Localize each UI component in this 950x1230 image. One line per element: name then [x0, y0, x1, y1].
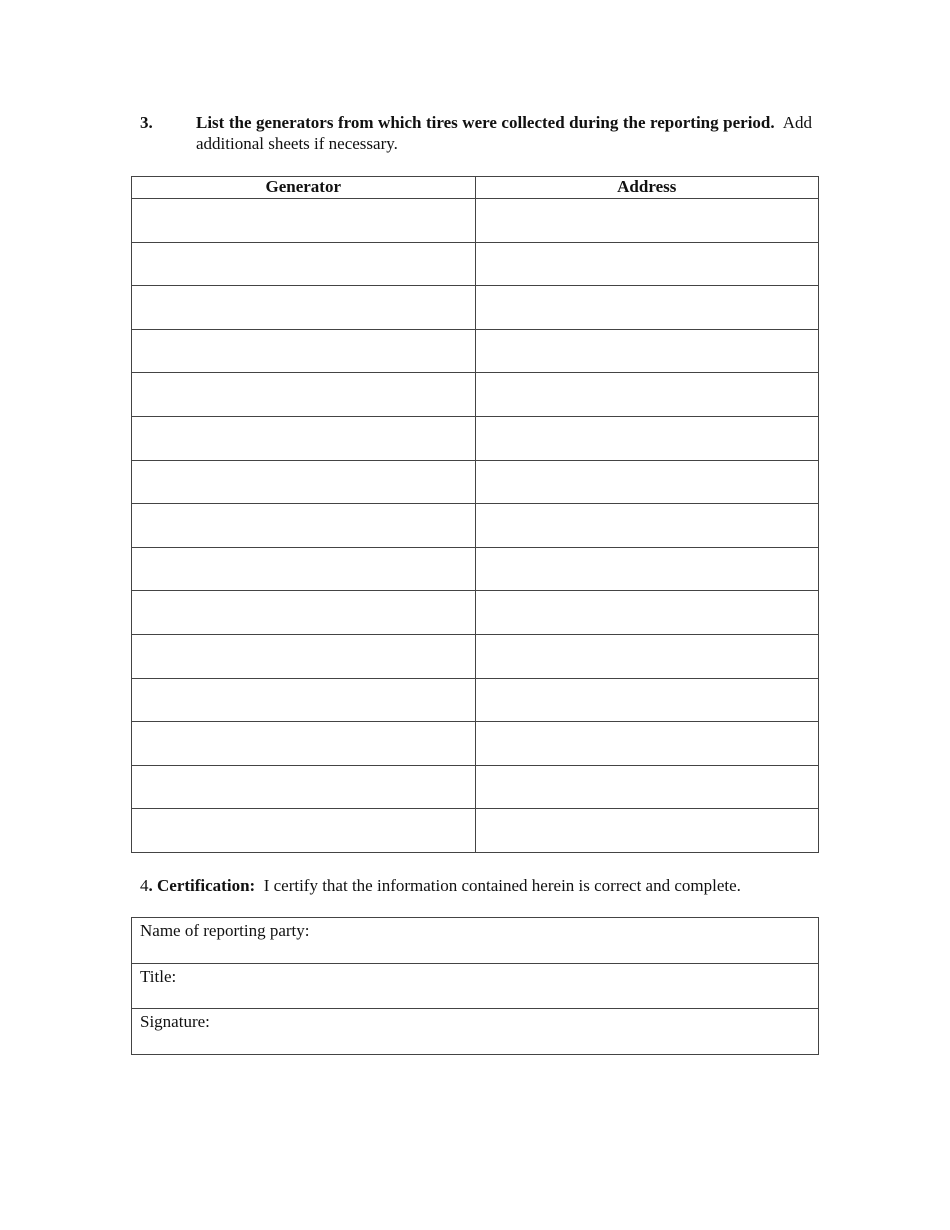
generator-table-body	[132, 199, 819, 853]
generator-cell[interactable]	[132, 416, 476, 460]
generator-cell[interactable]	[132, 678, 476, 722]
table-row	[132, 242, 819, 286]
address-cell[interactable]	[475, 373, 819, 417]
table-row	[132, 460, 819, 504]
table-row	[132, 373, 819, 417]
generator-column-header: Generator	[132, 177, 476, 199]
generator-cell[interactable]	[132, 591, 476, 635]
address-cell[interactable]	[475, 504, 819, 548]
generator-cell[interactable]	[132, 547, 476, 591]
question-3-bold-text: List the generators from which tires were collected during the reporting period.	[196, 113, 775, 132]
address-cell[interactable]	[475, 678, 819, 722]
table-row	[132, 809, 819, 853]
question-3-note: Add additional sheets if necessary.	[196, 113, 812, 153]
address-cell[interactable]	[475, 722, 819, 766]
table-row	[132, 722, 819, 766]
signature-field[interactable]	[132, 1009, 819, 1055]
generator-cell[interactable]	[132, 286, 476, 330]
question-3-number: 3.	[140, 113, 153, 132]
address-cell[interactable]	[475, 242, 819, 286]
table-row	[132, 678, 819, 722]
question-3-text	[196, 112, 812, 154]
question-3	[140, 112, 812, 154]
address-cell[interactable]	[475, 199, 819, 243]
generator-cell[interactable]	[132, 242, 476, 286]
address-cell[interactable]	[475, 286, 819, 330]
generator-table	[131, 176, 819, 853]
table-row	[132, 286, 819, 330]
certification-row	[132, 1009, 819, 1055]
generator-cell[interactable]	[132, 765, 476, 809]
generator-cell[interactable]	[132, 329, 476, 373]
generator-cell[interactable]	[132, 504, 476, 548]
table-row	[132, 765, 819, 809]
table-row	[132, 504, 819, 548]
question-4	[140, 875, 820, 896]
table-row	[132, 416, 819, 460]
generator-cell[interactable]	[132, 199, 476, 243]
question-4-statement: I certify that the information contained herein is correct and complete.	[263, 876, 741, 895]
address-column-header: Address	[475, 177, 819, 199]
address-cell[interactable]	[475, 809, 819, 853]
signature-label: Signature:	[140, 1012, 210, 1032]
table-row	[132, 547, 819, 591]
table-row	[132, 591, 819, 635]
address-cell[interactable]	[475, 329, 819, 373]
table-row	[132, 634, 819, 678]
certification-table	[131, 917, 819, 1055]
generator-cell[interactable]	[132, 460, 476, 504]
address-cell[interactable]	[475, 765, 819, 809]
generator-cell[interactable]	[132, 373, 476, 417]
title-label: Title:	[140, 966, 177, 986]
address-cell[interactable]	[475, 547, 819, 591]
table-row	[132, 329, 819, 373]
generator-cell[interactable]	[132, 722, 476, 766]
name-of-reporting-party-label: Name of reporting party:	[140, 921, 310, 940]
generator-table-header-row	[132, 177, 819, 199]
address-cell[interactable]	[475, 634, 819, 678]
certification-row	[132, 963, 819, 1009]
certification-row	[132, 918, 819, 964]
generator-cell[interactable]	[132, 809, 476, 853]
address-cell[interactable]	[475, 591, 819, 635]
title-field[interactable]	[132, 963, 819, 1009]
name-of-reporting-party-field[interactable]	[132, 918, 819, 964]
address-cell[interactable]	[475, 460, 819, 504]
table-row	[132, 199, 819, 243]
question-4-number: 4	[140, 876, 149, 895]
generator-cell[interactable]	[132, 634, 476, 678]
address-cell[interactable]	[475, 416, 819, 460]
question-4-bold-text: . Certification:	[148, 876, 256, 895]
